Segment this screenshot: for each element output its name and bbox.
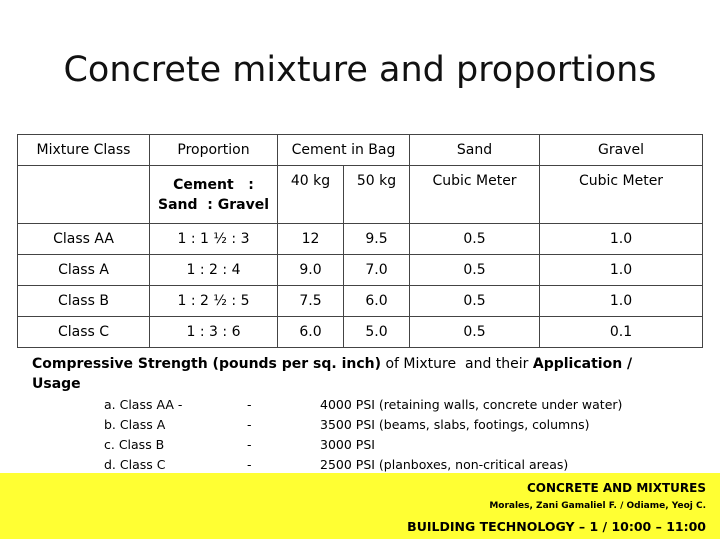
table-row — [18, 224, 703, 255]
header-mixture-class: Mixture Class — [18, 135, 150, 166]
subheader-40kg: 40 kg — [278, 166, 344, 224]
mixture-table — [17, 134, 703, 348]
header-cement-in-bag: Cement in Bag — [278, 135, 410, 166]
list-item — [0, 417, 720, 437]
subheader-empty — [18, 166, 150, 224]
cell-50kg: 7.0 — [344, 255, 410, 286]
header-sand: Sand — [410, 135, 540, 166]
list-item — [0, 397, 720, 417]
list-item — [0, 437, 720, 457]
subheader-50kg: 50 kg — [344, 166, 410, 224]
cell-proportion: 1 : 2 ½ : 5 — [150, 286, 278, 317]
item-label: c. Class B — [104, 437, 165, 452]
table-header-row — [18, 135, 703, 166]
item-label: d. Class C — [104, 457, 166, 472]
cell-sand: 0.5 — [410, 317, 540, 348]
proportion-line-2: Sand : Gravel — [157, 196, 269, 213]
subheader-sand-unit: Cubic Meter — [410, 166, 540, 224]
slide-title: Concrete mixture and proportions — [63, 50, 657, 90]
cell-gravel: 0.1 — [540, 317, 703, 348]
proportion-line-1: Cement : — [173, 176, 254, 193]
cell-gravel: 1.0 — [540, 255, 703, 286]
table-subheader-row — [18, 166, 703, 224]
item-label: b. Class A — [104, 417, 166, 432]
cell-50kg: 5.0 — [344, 317, 410, 348]
cell-40kg: 9.0 — [278, 255, 344, 286]
item-dash: - — [247, 437, 252, 452]
cell-proportion: 1 : 3 : 6 — [150, 317, 278, 348]
footer-course-info: BUILDING TECHNOLOGY – 1 / 10:00 – 11:00 — [407, 519, 706, 534]
cell-40kg: 7.5 — [278, 286, 344, 317]
item-value: 4000 PSI (retaining walls, concrete under water) — [320, 397, 623, 412]
item-value: 2500 PSI (planboxes, non-critical areas) — [320, 457, 569, 472]
cell-class: Class A — [18, 255, 150, 286]
cell-proportion: 1 : 1 ½ : 3 — [150, 224, 278, 255]
item-label: a. Class AA - — [104, 397, 183, 412]
cell-sand: 0.5 — [410, 286, 540, 317]
strength-heading-bold-1: Compressive Strength (pounds per sq. inch) — [32, 356, 382, 372]
footer-course-title: CONCRETE AND MIXTURES — [527, 481, 706, 495]
cell-class: Class B — [18, 286, 150, 317]
strength-heading — [32, 354, 672, 394]
cell-gravel: 1.0 — [540, 224, 703, 255]
cell-50kg: 6.0 — [344, 286, 410, 317]
cell-sand: 0.5 — [410, 255, 540, 286]
item-dash: - — [247, 417, 252, 432]
table-row — [18, 255, 703, 286]
cell-40kg: 6.0 — [278, 317, 344, 348]
table-row — [18, 286, 703, 317]
cell-50kg: 9.5 — [344, 224, 410, 255]
strength-heading-bold-2: Application / Usage — [32, 356, 633, 392]
subheader-gravel-unit: Cubic Meter — [540, 166, 703, 224]
item-value: 3000 PSI — [320, 437, 375, 452]
cell-40kg: 12 — [278, 224, 344, 255]
subheader-proportion — [150, 166, 278, 224]
footer-bar — [0, 473, 720, 539]
cell-sand: 0.5 — [410, 224, 540, 255]
header-proportion: Proportion — [150, 135, 278, 166]
cell-proportion: 1 : 2 : 4 — [150, 255, 278, 286]
item-value: 3500 PSI (beams, slabs, footings, columns) — [320, 417, 590, 432]
item-dash: - — [247, 457, 252, 472]
strength-heading-normal: of Mixture and their — [381, 356, 533, 372]
item-dash: - — [247, 397, 252, 412]
strength-list — [0, 397, 720, 477]
cell-class: Class C — [18, 317, 150, 348]
table-row — [18, 317, 703, 348]
footer-authors: Morales, Zani Gamaliel F. / Odiame, Yeoj C. — [489, 501, 706, 511]
cell-class: Class AA — [18, 224, 150, 255]
header-gravel: Gravel — [540, 135, 703, 166]
cell-gravel: 1.0 — [540, 286, 703, 317]
